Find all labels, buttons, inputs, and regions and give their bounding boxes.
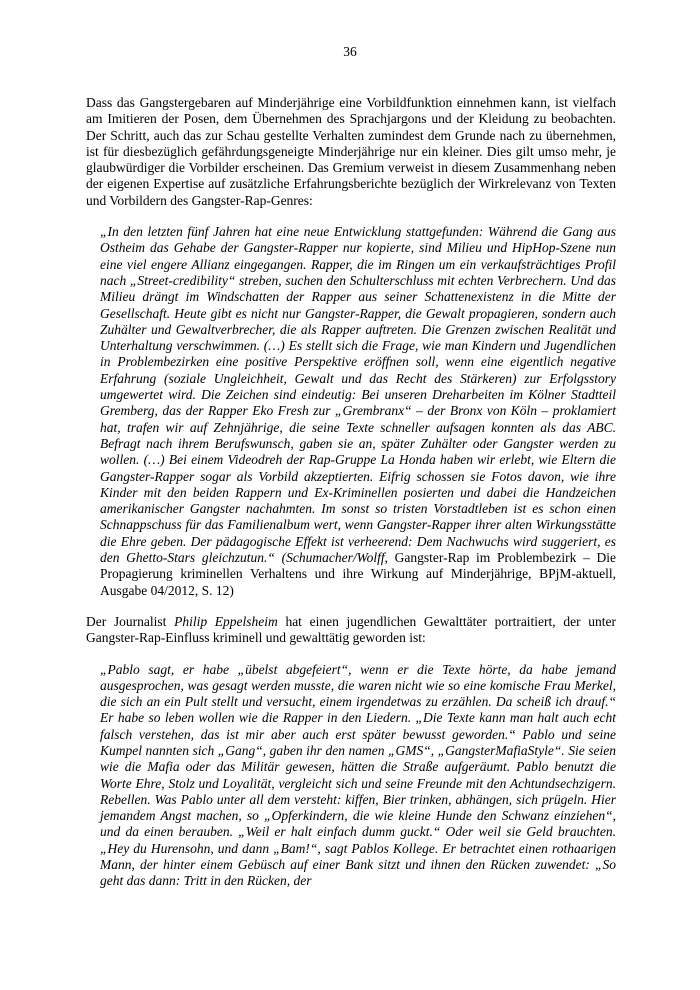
quote-authors: (Schumacher/Wolff [281,550,385,566]
journalist-paragraph [86,614,616,647]
quote-block-pablo: „Pablo sagt, er habe „übelst abgefeiert“, wenn er die Texte hörte, da habe jemand ausgesprochen, was gesagt werden musste, die waren nicht wie so eine komische Frau Merkel, die sich an ein Pult stellt und versucht, einem irgendetwas zu erzählen. Da scheiß ich drauf.“ Er habe so leben wollen wie die Rapper in den Liedern. „Die Texte kann man halt auch echt falsch verstehen, das ist mir aber auch erst später bewusst geworden.“ Pablo und seine Kumpel nannten sich „Gang“, gaben ihr den namen „GMS“, „GangsterMafiaStyle“. Sie seien wie die Mafia oder das Militär gewesen, hätten die Straße aufgeräumt. Pablo benutzt die Worte Ehre, Stolz und Loyalität, vergleicht sich und seine Freunde mit den Achtundsechzigern. Rebellen. Was Pablo unter all dem versteht: kiffen, Bier trinken, abhängen, sich prügeln. Hier jemandem Angst machen, so „Opferkindern, die wie kleine Hunde den Schwanz einziehen“, und da einen berauben. „Weil er halt einfach dumm guckt.“ Oder weil sie Geld brauchten. „Hey du Hurensohn, und dann „Bam!“, sagt Pablos Kollege. Er betrachtet einen rothaarigen Mann, der hinter einem Gebüsch auf einer Bank sitzt und ihnen den Rücken zuwendet: „So geht das dann: Tritt in den Rücken, der [100,661,616,889]
journalist-pre: Der Journalist [86,613,175,629]
quote-text: „In den letzten fünf Jahren hat eine neue Entwicklung stattgefunden: Während die Gang aus Ostheim das Gehabe der Gangster-Rapper nur kopierte, sind Milieu und HipHop-Szene nun eine viel engere Allianz eingegangen. Rapper, die im Ringen um ein verkaufsträchtiges Profil nach „Street-credibility“ streben, suchen den Schulterschluss mit echten Verbrechern. Und das Milieu drängt im Windschatten der Rapper aus seiner Schattenexistenz in die Mitte der Gesellschaft. Heute gibt es nicht nur Gangster-Rapper, die Gewalt propagieren, sondern auch Zuhälter und Gewaltverbrecher, die als Rapper auftreten. Die Grenzen zwischen Realität und Unterhaltung verschwimmen. (…) Es stellt sich die Frage, wie man Kindern und Jugendlichen in Problembezirken eine positive Perspektive eröffnen soll, wenn eine eigentlich negative Erfahrung (soziale Ungleichheit, Gewalt und das Recht des Stärkeren) zur Erfolgsstory umgewertet wird. Die Zeichen sind eindeutig: Bei unseren Dreharbeiten im Kölner Stadtteil Gremberg, das der Rapper Eko Fresh zur „Grembranx“ – der Bronx von Köln – proklamiert hat, trafen wir auf Zehnjährige, die seine Texte schneller aufsagen konnten als das ABC. Befragt nach ihrem Berufswunsch, gaben sie an, später Zuhälter oder Gangster werden zu wollen. (…) Bei einem Videodreh der Rap-Gruppe La Honda haben wir erlebt, wie Eltern die Gangster-Rapper sogar als Vorbild akzeptierten. Eifrig schossen sie Fotos davon, wie ihre Kinder mit den beiden Rappern und Ex-Kriminellen posierten und dabei die Handzeichen amerikanischer Gangster nachahmten. Im sonst so tristen Vorstadtleben ist es schon einen Schnappschuss für das Familienalbum wert, wenn Gangster-Rapper ihrer alten Wirkungsstätte die Ehre geben. Der pädagogische Effekt ist verheerend: Dem Nachwuchs wird suggeriert, es den Ghetto-Stars gleichzutun.“ [100,224,616,566]
page-number: 36 [343,44,357,59]
quote-block-schumacher-wolff [86,224,616,599]
journalist-post: hat einen jugendlichen Gewalttäter portraitiert, der unter Gangster-Rap-Einfluss kriminell und gewalttätig geworden ist: [86,613,617,646]
page-body [86,95,616,890]
intro-paragraph: Dass das Gangstergebaren auf Minderjährige eine Vorbildfunktion einnehmen kann, ist vielfach am Imitieren der Posen, dem Übernehmen des Sprachjargons und der Kleidung zu beobachten. Der Schritt, auch das zur Schau gestellte Verhalten zumindest dem Grunde nach zu übernehmen, ist für diesbezüglich gefährdungsgeneigte Minderjährige nur ein kleiner. Dies gilt umso mehr, je glaubwürdiger die Vorbilder erscheinen. Das Gremium verweist in diesem Zusammenhang neben der eigenen Expertise auf zusätzliche Erfahrungsberichte bezüglich der Wirkrelevanz von Texten und Vorbildern des Gangster-Rap-Genres: [86,95,616,208]
journalist-name: Philip Eppelsheim [174,613,278,629]
quote-source: , Gangster-Rap im Problembezirk – Die Propagierung kriminellen Verhaltens und ihre Wirkung auf Minderjährige, BPjM-aktuell, Ausgabe 04/2012, S. 12) [100,550,616,598]
